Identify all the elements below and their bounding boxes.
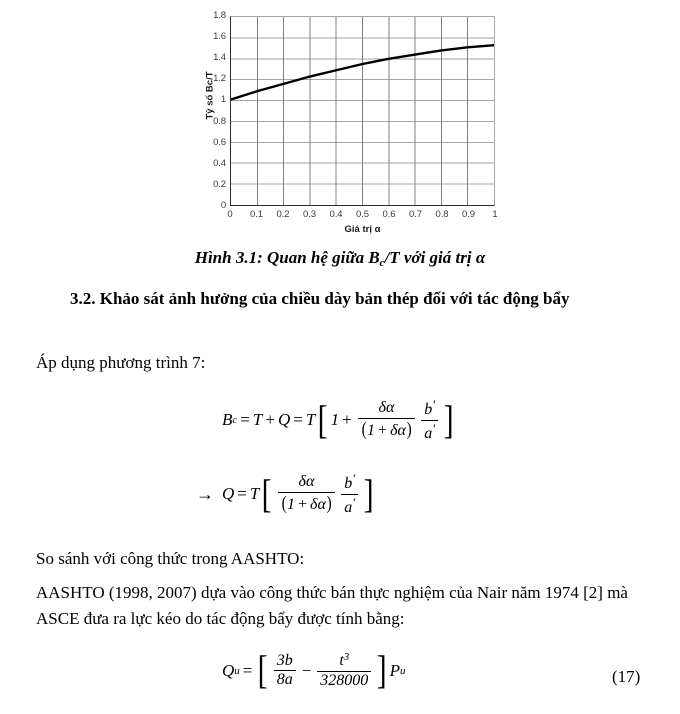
eq1-plus-2: + [342, 410, 352, 430]
eq3-fraction-t3-328000 [317, 652, 371, 690]
equation-qu [222, 647, 406, 693]
chart-bc-t-vs-alpha [193, 8, 513, 240]
eq1-frac2-numerator [421, 398, 438, 420]
eq2-bracket-open: [ [262, 470, 273, 516]
y-tick-label: 0.8 [213, 115, 226, 127]
paragraph-aashto-reference: AASHTO (1998, 2007) dựa vào công thức bán thực nghiệm của Nair năm 1974 [2] mà ASCE đưa ra lực kéo do tác động bẩy được tính bằng: [36, 583, 628, 628]
y-tick-label: 1 [220, 94, 226, 106]
eq2-q: Q [222, 484, 235, 504]
eq1-q: Q [277, 410, 291, 430]
equation-q [196, 472, 376, 517]
eq1-den-plus: + [378, 422, 388, 440]
x-tick-label: 0.2 [276, 209, 290, 220]
equation-bc [222, 398, 456, 443]
y-tick-label: 1.6 [213, 31, 226, 43]
chart-plot-area [230, 16, 495, 206]
eq2-paren-open: ( [281, 493, 287, 515]
eq1-one: 1 [330, 410, 340, 430]
chart-x-axis-title: Giá trị α [344, 224, 381, 235]
eq2-equals: = [237, 484, 247, 504]
eq2-frac2-denominator [341, 494, 358, 517]
eq3-t: t [339, 652, 344, 669]
eq3-rhs-subscript: u [400, 664, 406, 677]
x-tick-label: 0.5 [356, 209, 369, 220]
x-tick-label: 0.6 [382, 209, 396, 220]
eq1-bracket-open: [ [317, 396, 328, 442]
eq1-lhs: B [222, 410, 233, 430]
x-tick-label: 0.9 [462, 209, 475, 220]
x-tick-label: 0.4 [329, 209, 343, 220]
eq3-bracket-close: ] [376, 647, 387, 693]
y-tick-label: 1.4 [213, 52, 226, 64]
eq3-rhs: P [389, 660, 401, 680]
x-tick-label: 0.8 [435, 209, 449, 220]
x-tick-label: 1 [492, 209, 498, 220]
equation-number: (17) [612, 667, 641, 686]
chart-x-tick-labels [227, 209, 498, 225]
eq1-a-prime: ' [432, 420, 436, 436]
eq2-frac1-numerator: δα [298, 473, 315, 491]
chart-grid-and-curve [231, 17, 494, 205]
y-tick-label: 0 [220, 200, 226, 211]
caption-subscript: c [379, 257, 385, 269]
eq3-equals: = [242, 660, 253, 680]
figure-caption [0, 248, 680, 269]
figure-block [0, 0, 680, 242]
eq2-den-plus: + [298, 496, 308, 514]
eq2-fraction-delta-alpha [278, 474, 336, 514]
y-tick-label: 1.2 [213, 73, 226, 85]
chart-y-axis-title: Tỷ số Bc/T [204, 71, 216, 120]
eq1-equals-2: = [293, 410, 303, 430]
eq2-bracket-close: ] [363, 470, 374, 516]
eq3-bracket-open: [ [258, 647, 269, 693]
x-tick-label: 0.3 [303, 209, 316, 220]
eq1-lhs-subscript: c [232, 414, 238, 427]
y-tick-label: 1.8 [213, 10, 226, 21]
caption-suffix: /T với giá trị α [384, 248, 486, 267]
eq1-den-one: 1 [367, 422, 376, 440]
eq2-frac2-numerator [341, 472, 358, 494]
eq2-t: T [249, 484, 260, 504]
eq3-t-exponent: 3 [343, 651, 350, 663]
x-tick-label: 0 [227, 209, 233, 220]
eq2-arrow-icon: → [196, 483, 214, 504]
eq1-paren-open: ( [361, 419, 367, 441]
eq2-a-prime: ' [352, 494, 355, 510]
eq2-frac1-denominator [278, 492, 336, 514]
caption-prefix: Hình 3.1: Quan hệ giữa B [194, 248, 380, 267]
eq1-fraction-b-a [421, 398, 438, 443]
eq1-equals-1: = [240, 410, 250, 430]
eq1-plus: + [265, 410, 275, 430]
eq2-b-prime: ' [352, 471, 355, 486]
y-tick-label: 0.2 [213, 178, 226, 190]
x-tick-label: 0.7 [409, 209, 422, 220]
x-tick-label: 0.1 [250, 209, 263, 220]
eq1-bracket-close: ] [443, 396, 454, 442]
eq3-fraction-3b-8a [274, 653, 296, 690]
eq2-den-delta-alpha: δα [310, 496, 326, 514]
eq1-b: b [424, 401, 433, 418]
eq3-frac1-denominator: 8a [274, 670, 296, 689]
section-heading: 3.2. Khảo sát ảnh hưởng của chiều dày bản thép đối với tác động bẩy [70, 289, 570, 308]
eq1-frac2-denominator [421, 420, 438, 443]
eq1-den-delta-alpha: δα [390, 422, 406, 440]
eq3-lhs-subscript: u [234, 664, 240, 677]
y-tick-label: 0.4 [213, 157, 226, 169]
paragraph-compare-aashto: So sánh với công thức trong AASHTO: [36, 549, 305, 568]
eq3-frac2-denominator: 328000 [317, 671, 371, 690]
eq1-b-prime: ' [432, 397, 436, 412]
eq3-frac1-numerator: 3b [276, 651, 293, 669]
chart-y-tick-labels [193, 10, 226, 211]
eq2-den-one: 1 [287, 496, 295, 514]
eq2-b: b [344, 475, 353, 492]
eq2-a: a [344, 498, 353, 516]
eq1-fraction-delta-alpha [358, 400, 416, 440]
eq1-t1: T [252, 410, 263, 430]
eq3-lhs: Q [222, 660, 235, 680]
eq1-frac1-denominator [358, 418, 416, 440]
y-tick-label: 0.6 [213, 136, 226, 148]
eq3-frac2-numerator [336, 652, 352, 671]
eq1-paren-close: ) [406, 419, 412, 441]
eq1-t2: T [305, 410, 316, 430]
eq1-frac1-numerator: δα [378, 399, 395, 417]
eq2-paren-close: ) [326, 493, 332, 515]
eq3-minus: − [301, 660, 312, 680]
eq2-fraction-b-a [341, 472, 358, 517]
eq1-a: a [424, 424, 433, 442]
paragraph-apply-equation: Áp dụng phương trình 7: [36, 353, 206, 372]
